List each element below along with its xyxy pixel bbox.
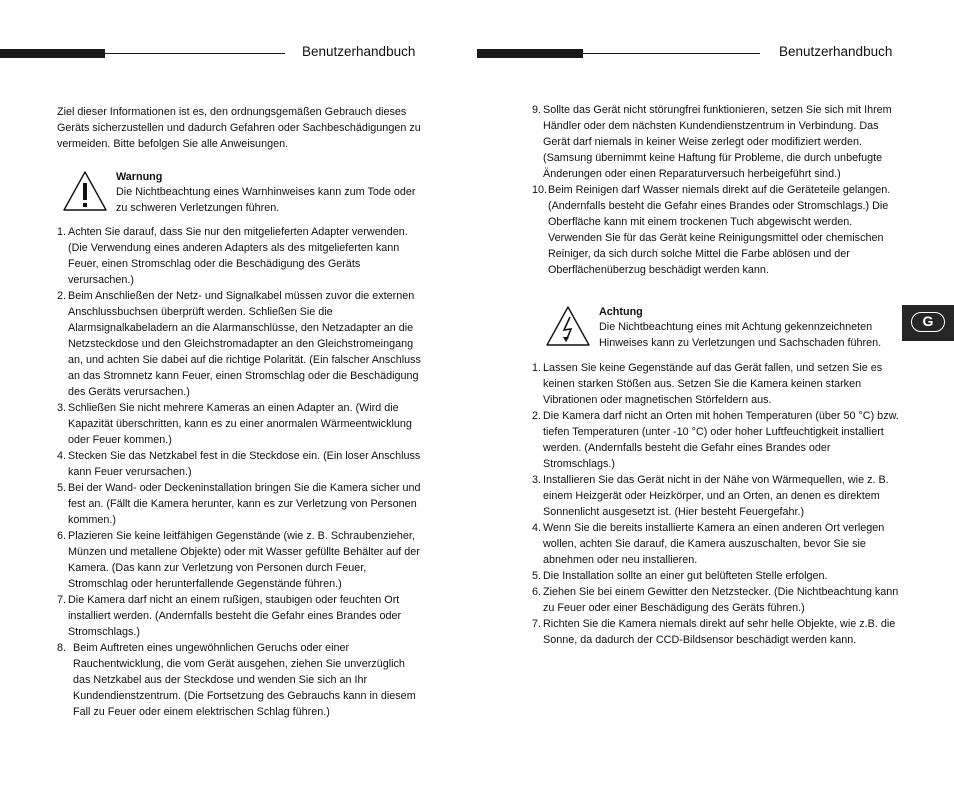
warning-text: Die Nichtbeachtung eines Warnhinweises kann zum Tode oder zu schweren Verletzungen führen. bbox=[116, 186, 416, 214]
list-item: 4. Wenn Sie die bereits installierte Kamera an einen anderen Ort verlegen wollen, achten Sie darauf, die Kamera auszuschalten, bevor Sie sie abnehmen oder neu installieren. bbox=[532, 522, 885, 566]
electric-shock-icon bbox=[545, 305, 591, 347]
caution-text-block bbox=[599, 305, 904, 351]
caution-text: Die Nichtbeachtung eines mit Achtung gekennzeichneten Hinweises kann zu Verletzungen und Sachschaden führen. bbox=[599, 321, 882, 349]
header-rule bbox=[583, 53, 760, 54]
caution-notice bbox=[545, 305, 905, 353]
list-item: 1. Achten Sie darauf, dass Sie nur den mitgelieferten Adapter verwenden. (Die Verwendung eines anderen Adapters als des mitgelieferten kann Feuer, einen Stromschlag oder die Beschädigung des Geräts verursachen.) bbox=[57, 226, 408, 286]
warning-title: Warnung bbox=[116, 171, 163, 183]
list-item: 6. Plazieren Sie keine leitfähigen Gegenstände (wie z. B. Schraubenzieher, Münzen und metallene Objekte) oder mit Wasser gefüllte Behälter auf der Kamera. (Das kann zur Verletzung von Personen durch Feuer, Stromschlag oder herunterfallende Gegenstände führen.) bbox=[57, 530, 420, 590]
list-item: 8. Beim Auftreten eines ungewöhnlichen Geruchs oder einer Rauchentwicklung, die vom Gerät ausgehen, ziehen Sie unverzüglich das Netzkabel aus der Steckdose und wenden Sie sich an Ihr Kundendienstzentrum. (Die Fortsetzung des Gebrauchs kann in diesem Fall zu Feuer oder einem elektrischen Schlag führen.) bbox=[57, 642, 416, 718]
header-bar bbox=[477, 49, 583, 58]
section-tab-label: G bbox=[911, 312, 945, 332]
list-item: 10. Beim Reinigen darf Wasser niemals direkt auf die Geräteteile gelangen. (Andernfalls besteht die Gefahr eines Brandes oder Stromschlags.) Die Oberfläche kann mit einem trockenen Tuch abgewischt werden. Verwenden Sie für das Gerät keine Reinigungsmittel oder chemischen Reiniger, da sich durch solche Mittel die Farbe ablösen und der Oberflächenüberzug beschädigt werden kann. bbox=[532, 184, 891, 276]
header-title: Benutzerhandbuch bbox=[302, 44, 416, 59]
list-item: 2. Die Kamera darf nicht an Orten mit hohen Temperaturen (über 50 °C) bzw. tiefen Temperaturen (unter -10 °C) oder hoher Luftfeuchtigkeit installiert werden. (Andernfalls besteht die Gefahr eines Brandes oder Stromschlags.) bbox=[532, 410, 899, 470]
warning-text-block bbox=[116, 170, 421, 216]
list-item: 4. Stecken Sie das Netzkabel fest in die Steckdose ein. (Ein loser Anschluss kann Feuer verursachen.) bbox=[57, 450, 421, 478]
list-item: 9. Sollte das Gerät nicht störungfrei funktionieren, setzen Sie sich mit Ihrem Händler oder dem nächsten Kundendienstzentrum in Verbindung. Das Gerät darf niemals in keiner Weise zerlegt oder modifiziert werden. (Samsung übernimmt keine Haftung für Probleme, die durch unbefugte Änderungen oder einen Reparaturversuch herbeigeführt sind.) bbox=[532, 104, 892, 180]
header-title: Benutzerhandbuch bbox=[779, 44, 893, 59]
list-item: 2. Beim Anschließen der Netz- und Signalkabel müssen zuvor die externen Anschlussbuchsen überprüft werden. Schließen Sie die Alarmsignalkabeladern an die Alarmanschlüsse, den Netzadapter an die Netzsteckdose und den Gleichstromadapter an den Gleichstromeingang an, und achten Sie dabei auf die richtige Polarität. (Ein falscher Anschluss an das Stromnetz kann Feuer, einen Stromschlag oder die Beschädigung des Geräts verursachen.) bbox=[57, 290, 421, 398]
list-item: 3. Installieren Sie das Gerät nicht in der Nähe von Wärmequellen, wie z. B. einem Heizgerät oder Heizkörper, und an Orten, an denen es direktem Sonnenlicht ausgesetzt ist. (Hier besteht Feuergefahr.) bbox=[532, 474, 889, 518]
header-rule bbox=[105, 53, 285, 54]
list-item: 3. Schließen Sie nicht mehrere Kameras an einen Adapter an. (Wird die Kapazität überschritten, kann es zu einer anormalen Wärmeentwicklung oder Feuer kommen.) bbox=[57, 402, 412, 446]
caution-title: Achtung bbox=[599, 306, 643, 318]
list-item: 7. Die Kamera darf nicht an einem rußigen, staubigen oder feuchten Ort installiert werden. (Andernfalls besteht die Gefahr eines Brandes oder Stromschlags.) bbox=[57, 594, 402, 638]
list-item: 5. Die Installation sollte an einer gut belüfteten Stelle erfolgen. bbox=[532, 570, 828, 582]
safety-list bbox=[57, 224, 422, 720]
right-page bbox=[477, 0, 954, 795]
list-item: 1. Lassen Sie keine Gegenstände auf das Gerät fallen, und setzen Sie es keinen starken Stößen aus. Setzen Sie die Kamera keinen starken Vibrationen oder magnetischen Störfeldern aus. bbox=[532, 362, 883, 406]
list-item: 7. Richten Sie die Kamera niemals direkt auf sehr helle Objekte, wie z.B. die Sonne, da dadurch der CCD-Bildsensor beschädigt werden kann. bbox=[532, 618, 896, 646]
caution-list bbox=[532, 360, 904, 648]
list-item: 6. Ziehen Sie bei einem Gewitter den Netzstecker. (Die Nichtbeachtung kann zu Feuer oder einer Beschädigung des Geräts führen.) bbox=[532, 586, 899, 614]
safety-list-continued bbox=[532, 102, 902, 278]
list-item: 5. Bei der Wand- oder Deckeninstallation bringen Sie die Kamera sicher und fest an. (Fällt die Kamera herunter, kann es zur Verletzung von Personen kommen.) bbox=[57, 482, 421, 526]
section-tab bbox=[902, 305, 954, 341]
warning-notice bbox=[62, 170, 432, 218]
intro-paragraph: Ziel dieser Informationen ist es, den ordnungsgemäßen Gebrauch dieses Geräts sicherzustellen und dadurch Gefahren oder Sachbeschädigungen zu vermeiden. Bitte befolgen Sie alle Anweisungen. bbox=[57, 106, 421, 150]
warning-exclamation-icon bbox=[62, 170, 108, 212]
header-bar bbox=[0, 49, 105, 58]
